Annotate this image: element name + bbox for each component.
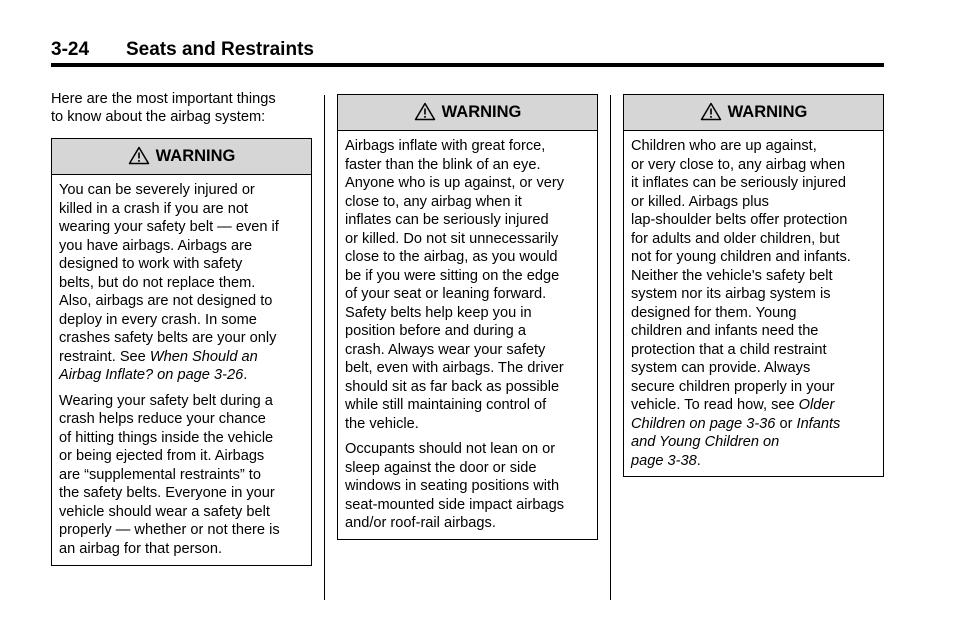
page-header <box>51 38 884 62</box>
text-line: designed to work with safety <box>59 256 243 272</box>
text-line: designed for them. Young <box>631 304 797 321</box>
text-line: belts, but do not replace them. <box>59 274 256 291</box>
warning-paragraph <box>631 137 876 470</box>
text-line: Neither the vehicle's safety belt <box>631 267 833 284</box>
column-divider-2 <box>610 95 611 600</box>
section-title: Seats and Restraints <box>126 39 314 60</box>
text-fragment: or <box>775 415 797 432</box>
text-line: the vehicle. <box>345 415 419 432</box>
text-line: children and infants need the <box>631 323 819 339</box>
text-line: inflates can be seriously injured <box>345 212 549 228</box>
cross-reference-link[interactable]: Airbag Inflate? on page 3-26 <box>59 367 244 383</box>
text-line: or being ejected from it. Airbags <box>59 448 265 464</box>
warning-paragraph <box>59 181 304 385</box>
text-fragment: . <box>243 367 248 383</box>
text-line: an airbag for that person. <box>59 540 223 557</box>
text-line: crash. Always wear your safety <box>345 341 546 358</box>
text-line: secure children properly in your <box>631 378 835 395</box>
header-rule <box>51 63 884 67</box>
column-divider-1 <box>324 95 325 600</box>
text-line: or very close to, any airbag when <box>631 156 846 173</box>
text-line: Safety belts help keep you in <box>345 304 532 321</box>
warning-label: WARNING <box>155 147 236 165</box>
warning-paragraph <box>59 392 304 559</box>
header-text <box>51 38 884 62</box>
text-line: lap-shoulder belts offer protection <box>631 212 848 228</box>
text-line: Anyone who is up against, or very <box>345 175 565 191</box>
cross-reference-link[interactable]: Children on page 3-36 <box>631 415 776 432</box>
text-fragment: . <box>696 452 701 469</box>
warning-header <box>624 95 883 131</box>
text-line: deploy in every crash. In some <box>59 311 257 328</box>
text-line: Occupants should not lean on or <box>345 441 556 457</box>
text-line: system nor its airbag system is <box>631 286 831 302</box>
warning-body <box>338 131 597 533</box>
warning-body <box>624 131 883 470</box>
text-line: killed in a crash if you are not <box>59 200 249 217</box>
text-line: crashes safety belts are your only <box>59 330 277 346</box>
text-line: Also, airbags are not designed to <box>59 293 273 309</box>
text-line: the safety belts. Everyone in your <box>59 485 275 501</box>
text-line: it inflates can be seriously injured <box>631 175 846 191</box>
warning-header <box>338 95 597 131</box>
text-line: You can be severely injured or <box>59 182 255 198</box>
text-line <box>631 415 876 434</box>
warning-box-2 <box>337 94 598 540</box>
text-line <box>631 433 876 452</box>
text-line: not for young children and infants. <box>631 249 851 265</box>
text-fragment: restraint. See <box>59 348 150 365</box>
text-line: for adults and older children, but <box>631 230 840 247</box>
text-line: windows in seating positions with <box>345 478 560 494</box>
warning-triangle-icon <box>700 102 722 121</box>
cross-reference-link[interactable]: page 3-38 <box>631 452 697 469</box>
intro-line: to know about the airbag system: <box>51 108 266 125</box>
warning-box-3 <box>623 94 884 477</box>
cross-reference-link[interactable]: When Should an <box>149 348 258 365</box>
text-line <box>59 348 304 367</box>
text-line: should sit as far back as possible <box>345 378 560 395</box>
warning-paragraph <box>345 137 590 433</box>
text-line: wearing your safety belt — even if <box>59 219 279 235</box>
text-line <box>59 366 304 385</box>
cross-reference-link[interactable]: Infants <box>796 415 841 432</box>
text-line: Children who are up against, <box>631 138 817 154</box>
text-line: protection that a child restraint <box>631 341 827 358</box>
warning-label: WARNING <box>727 103 808 121</box>
text-line: system can provide. Always <box>631 360 811 376</box>
text-line: or killed. Airbags plus <box>631 193 769 210</box>
text-line: close to the airbag, as you would <box>345 249 558 265</box>
text-line: faster than the blink of an eye. <box>345 156 541 173</box>
text-line: Airbags inflate with great force, <box>345 138 546 154</box>
text-line: Wearing your safety belt during a <box>59 392 273 409</box>
text-line: be if you were sitting on the edge <box>345 267 560 284</box>
warning-triangle-icon <box>414 102 436 121</box>
warning-header <box>52 139 311 175</box>
text-fragment: vehicle. To read how, see <box>631 397 799 413</box>
warning-paragraph <box>345 440 590 533</box>
text-line: position before and during a <box>345 323 526 339</box>
warning-body <box>52 175 311 558</box>
text-line: seat-mounted side impact airbags <box>345 496 565 513</box>
intro-text <box>51 91 311 126</box>
text-line: while still maintaining control of <box>345 397 547 413</box>
text-line: or killed. Do not sit unnecessarily <box>345 230 559 247</box>
cross-reference-link[interactable]: and Young Children on <box>631 434 780 450</box>
warning-label: WARNING <box>441 103 522 121</box>
warning-triangle-icon <box>128 146 150 165</box>
text-line: vehicle should wear a safety belt <box>59 503 270 520</box>
text-line: are “supplemental restraints” to <box>59 466 261 483</box>
text-line: belt, even with airbags. The driver <box>345 360 564 376</box>
text-line: crash helps reduce your chance <box>59 411 266 427</box>
text-line <box>631 452 876 471</box>
text-line: of hitting things inside the vehicle <box>59 429 274 446</box>
warning-box-1 <box>51 138 312 566</box>
text-line: you have airbags. Airbags are <box>59 237 253 254</box>
cross-reference-link[interactable]: Older <box>798 397 835 413</box>
intro-line: Here are the most important things <box>51 91 276 107</box>
text-line: of your seat or leaning forward. <box>345 286 547 302</box>
text-line: sleep against the door or side <box>345 459 537 476</box>
text-line: and/or roof-rail airbags. <box>345 515 496 531</box>
text-line: properly — whether or not there is <box>59 522 280 538</box>
page-number: 3-24 <box>51 39 90 60</box>
text-line: close to, any airbag when it <box>345 193 522 210</box>
text-line <box>631 396 876 415</box>
